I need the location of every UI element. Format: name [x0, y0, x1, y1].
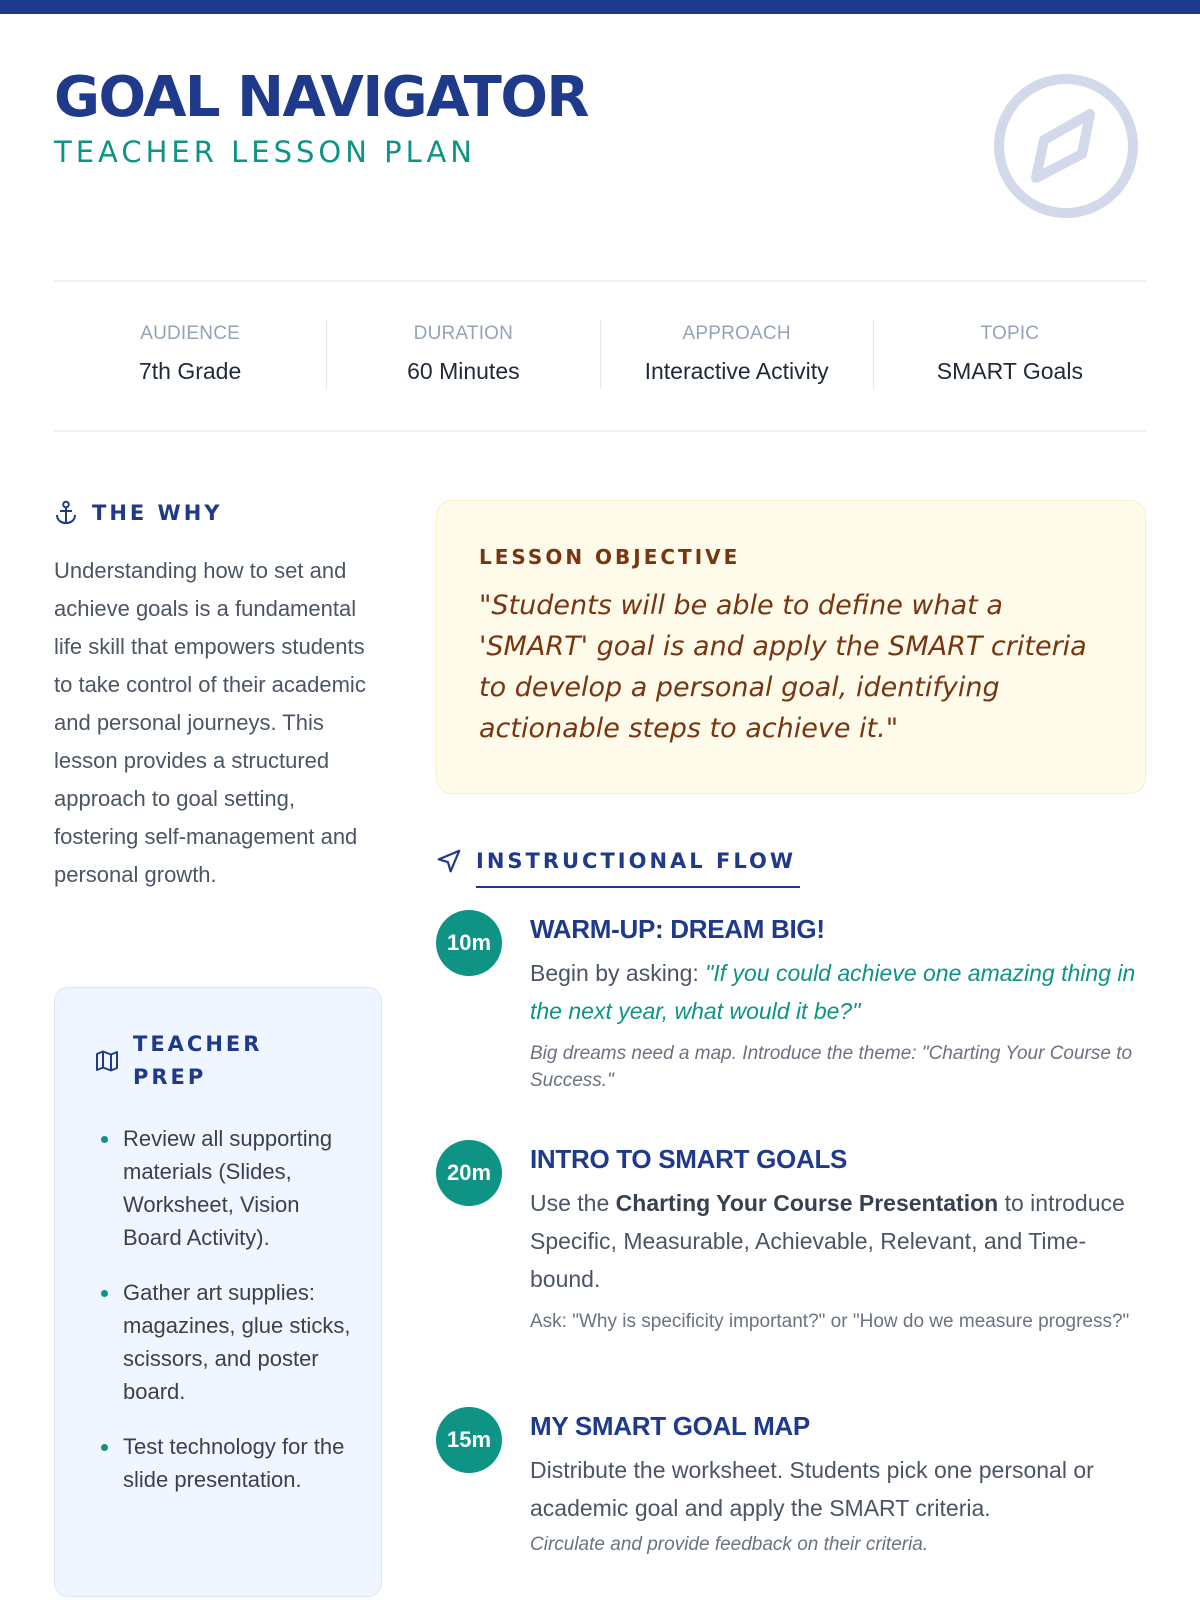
header-divider	[54, 280, 1146, 282]
meta-divider	[54, 430, 1146, 432]
why-heading	[54, 500, 384, 526]
meta-value: SMART Goals	[936, 358, 1083, 384]
list-item: Test technology for the slide presentation.	[123, 1430, 351, 1496]
meta-label: APPROACH	[682, 323, 791, 344]
step-desc-bold: Charting Your Course Presentation	[615, 1190, 999, 1216]
meta-audience	[54, 320, 327, 390]
step-note: Ask: "Why is specificity important?" or "How do we measure progress?"	[530, 1311, 1130, 1332]
meta-label: DURATION	[413, 323, 514, 344]
page-title: GOAL NAVIGATOR	[54, 65, 589, 130]
page-subtitle: TEACHER LESSON PLAN	[54, 135, 476, 169]
step-body	[530, 910, 1150, 1094]
meta-topic	[874, 320, 1146, 390]
objective-text: "Students will be able to define what a 'SMART' goal is and apply the SMART criteria to develop a personal goal, identifying actionable steps to achieve it."	[479, 590, 1087, 744]
step-title: WARM-UP: DREAM BIG!	[530, 914, 825, 944]
step-quote: "If you could achieve one amazing thing in the next year, what would it be?"	[530, 960, 1136, 1024]
flow-heading	[436, 848, 796, 874]
navigation-arrow-icon	[436, 848, 462, 874]
why-text: Understanding how to set and achieve goals is a fundamental life skill that empowers students to take control of their academic and personal journeys. This lesson provides a structured approach to goal setting, fostering self-management and personal growth.	[54, 558, 366, 887]
time-badge: 20m	[436, 1140, 502, 1206]
step-body	[530, 1140, 1150, 1335]
objective-label: LESSON OBJECTIVE	[479, 545, 741, 569]
meta-duration	[327, 320, 600, 390]
teacher-prep-card	[54, 987, 382, 1597]
step-description	[530, 1184, 1150, 1298]
step-note: Circulate and provide feedback on their criteria.	[530, 1534, 929, 1555]
meta-approach	[601, 320, 874, 390]
map-icon	[95, 1049, 119, 1073]
time-badge: 15m	[436, 1407, 502, 1473]
why-section	[54, 500, 384, 894]
step-body	[530, 1407, 1150, 1558]
prep-heading-line1: TEACHER	[133, 1032, 263, 1056]
step-description	[530, 954, 1150, 1030]
time-badge: 10m	[436, 910, 502, 976]
list-item: Review all supporting materials (Slides, Worksheet, Vision Board Activity).	[123, 1122, 351, 1254]
why-heading-label: THE WHY	[92, 501, 223, 525]
meta-label: AUDIENCE	[140, 323, 241, 344]
flow-heading-underline	[476, 886, 800, 888]
prep-list	[95, 1122, 351, 1496]
list-item: Gather art supplies: magazines, glue sticks, scissors, and poster board.	[123, 1276, 351, 1408]
compass-icon	[992, 72, 1140, 220]
step-desc-prefix: Begin by asking:	[530, 960, 706, 986]
meta-value: 7th Grade	[138, 358, 242, 384]
prep-heading-line2: PREP	[133, 1065, 207, 1089]
step-desc-prefix: Use the	[530, 1190, 616, 1216]
meta-value: 60 Minutes	[407, 358, 520, 384]
anchor-icon	[54, 500, 78, 526]
meta-label: TOPIC	[980, 323, 1040, 344]
step-title: MY SMART GOAL MAP	[530, 1411, 810, 1441]
top-accent-bar	[0, 0, 1200, 14]
lesson-objective-card	[436, 500, 1146, 794]
flow-heading-label: INSTRUCTIONAL FLOW	[476, 849, 796, 873]
prep-heading	[95, 1028, 351, 1094]
step-note: Big dreams need a map. Introduce the theme: "Charting Your Course to Success."	[530, 1043, 1133, 1091]
step-title: INTRO TO SMART GOALS	[530, 1144, 848, 1174]
meta-value: Interactive Activity	[644, 358, 829, 384]
step-desc-suffix: to introduce Specific, Measurable, Achievable, Relevant, and Time-bound.	[530, 1190, 1125, 1292]
lesson-meta-row	[54, 320, 1146, 390]
prep-heading-label	[133, 1028, 262, 1094]
page-header	[54, 66, 588, 170]
step-description: Distribute the worksheet. Students pick one personal or academic goal and apply the SMART criteria.	[530, 1457, 1094, 1521]
